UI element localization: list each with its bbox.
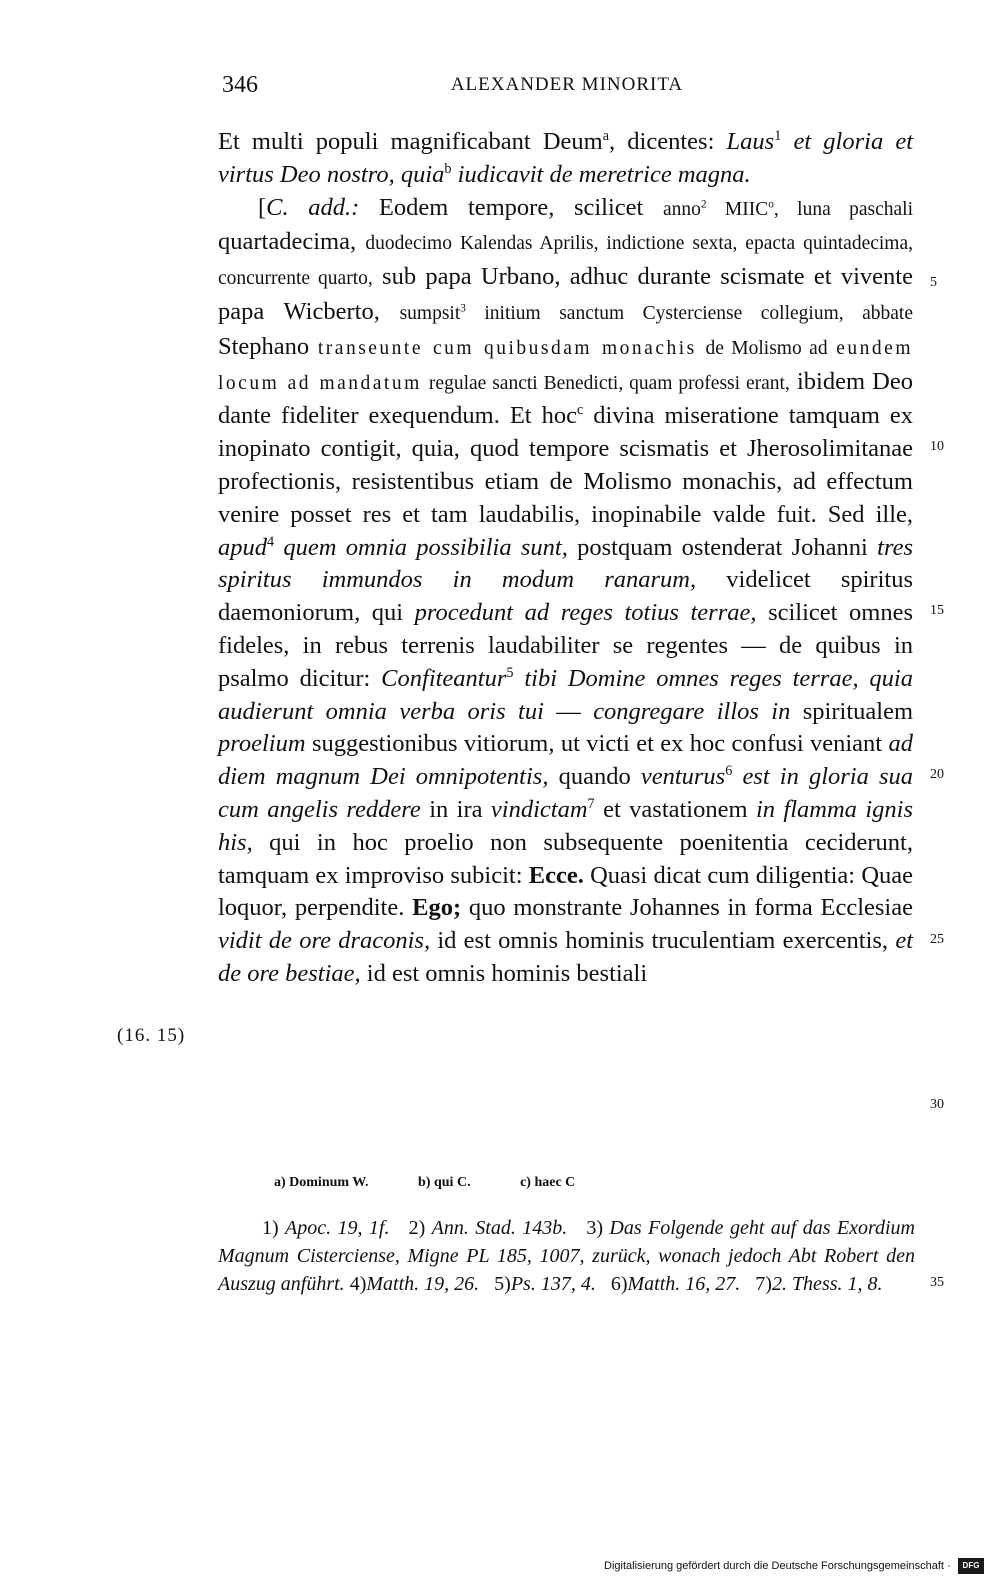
section-reference: (16. 15)	[117, 1025, 186, 1046]
line-number: 10	[930, 439, 944, 454]
line-number: 5	[930, 275, 937, 290]
variant-note: b) qui C.	[418, 1175, 471, 1190]
variant-note: a) Dominum W.	[274, 1175, 369, 1190]
running-title: ALEXANDER MINORITA	[450, 74, 684, 95]
page-number: 346	[222, 72, 258, 98]
footnotes	[218, 1214, 915, 1298]
variant-note: c) haec C	[520, 1175, 576, 1190]
line-number: 20	[930, 767, 944, 782]
line-number: 35	[930, 1275, 944, 1290]
line-number: 25	[930, 932, 944, 947]
footnote-text: 1) Apoc. 19, 1f. 2) Ann. Stad. 143b. 3) Das Folgende geht auf das Exordium Magnum Cisterciense, Migne PL 185, 1007, zurück, wonach jedoch Abt Robert den Auszug anführt. 4)Matth. 19, 26. 5)Ps. 137, 4. 6)Matth. 16, 27. 7)2. Thess. 1, 8.	[218, 1217, 915, 1295]
text-paragraph: [C. add.: Eodem tempore, scilicet anno$^2$ MIIC$^o$, luna paschali quartadecima, duodecimo Kalendas Aprilis, indictione sexta, epacta quintadecima, concurrente quarto, sub papa Urbano, adhuc durante scismate et vivente papa Wicberto, sumpsit$^3$ initium sanctum Cysterciense collegium, abbate Stephano transeunte cum quibusdam monachis de Molismo ad eundem locum ad mandatum regulae sancti Benedicti, quam professi erant, ibidem Deo dante fideliter exequendum. Et hoc$^c$ divina miseratione tamquam ex inopinato contigit, quia, quod tempore scismatis et Jherosolimitanae profectionis, resistentibus etiam de Molismo monachis, ad effectum venire posset res et tam laudabilis, inopinabile valde fuit. Sed ille, apud$^4$ quem omnia possibilia sunt, postquam ostenderat Johanni tres spiritus immundos in modum ranarum, videlicet spiritus daemoniorum, qui procedunt ad reges totius terrae, scilicet omnes fideles, in rebus terrenis laudabiliter se regentes — de quibus in psalmo dicitur: Confiteantur$^5$ tibi Domine omnes reges terrae, quia audierunt omnia verba oris tui — congregare illos in spiritualem proelium suggestionibus vitiorum, ut victi et ex hoc confusi veniant ad diem magnum Dei omnipotentis, quando venturus$^6$ est in gloria sua cum angelis reddere in ira vindictam$^7$ et vastationem in flamma ignis his, qui in hoc proelio non subsequente poenitentia ceciderunt, tamquam ex improviso subicit: Ecce. Quasi dicat cum diligentia: Quae loquor, perpendite. Ego; quo monstrante Johannes in forma Ecclesiae vidit de ore draconis, id est omnis hominis truculentiam exercentis, et de ore bestiae, id est omnis hominis bestiali	[218, 193, 914, 987]
dfg-logo-icon: DFG	[958, 1558, 984, 1574]
page-header	[222, 72, 912, 102]
text-paragraph: Et multi populi magnificabant Deum$^a$, dicentes: Laus$^1$ et gloria et virtus Deo nostro, quia$^b$ iudicavit de meretrice magna.	[218, 127, 914, 188]
line-number: 30	[930, 1097, 944, 1112]
line-number: 15	[930, 603, 944, 618]
variant-notes	[274, 1175, 694, 1191]
digitization-credit: Digitalisierung gefördert durch die Deutsche Forschungsgemeinschaft ·	[604, 1560, 951, 1572]
main-text	[218, 126, 913, 991]
